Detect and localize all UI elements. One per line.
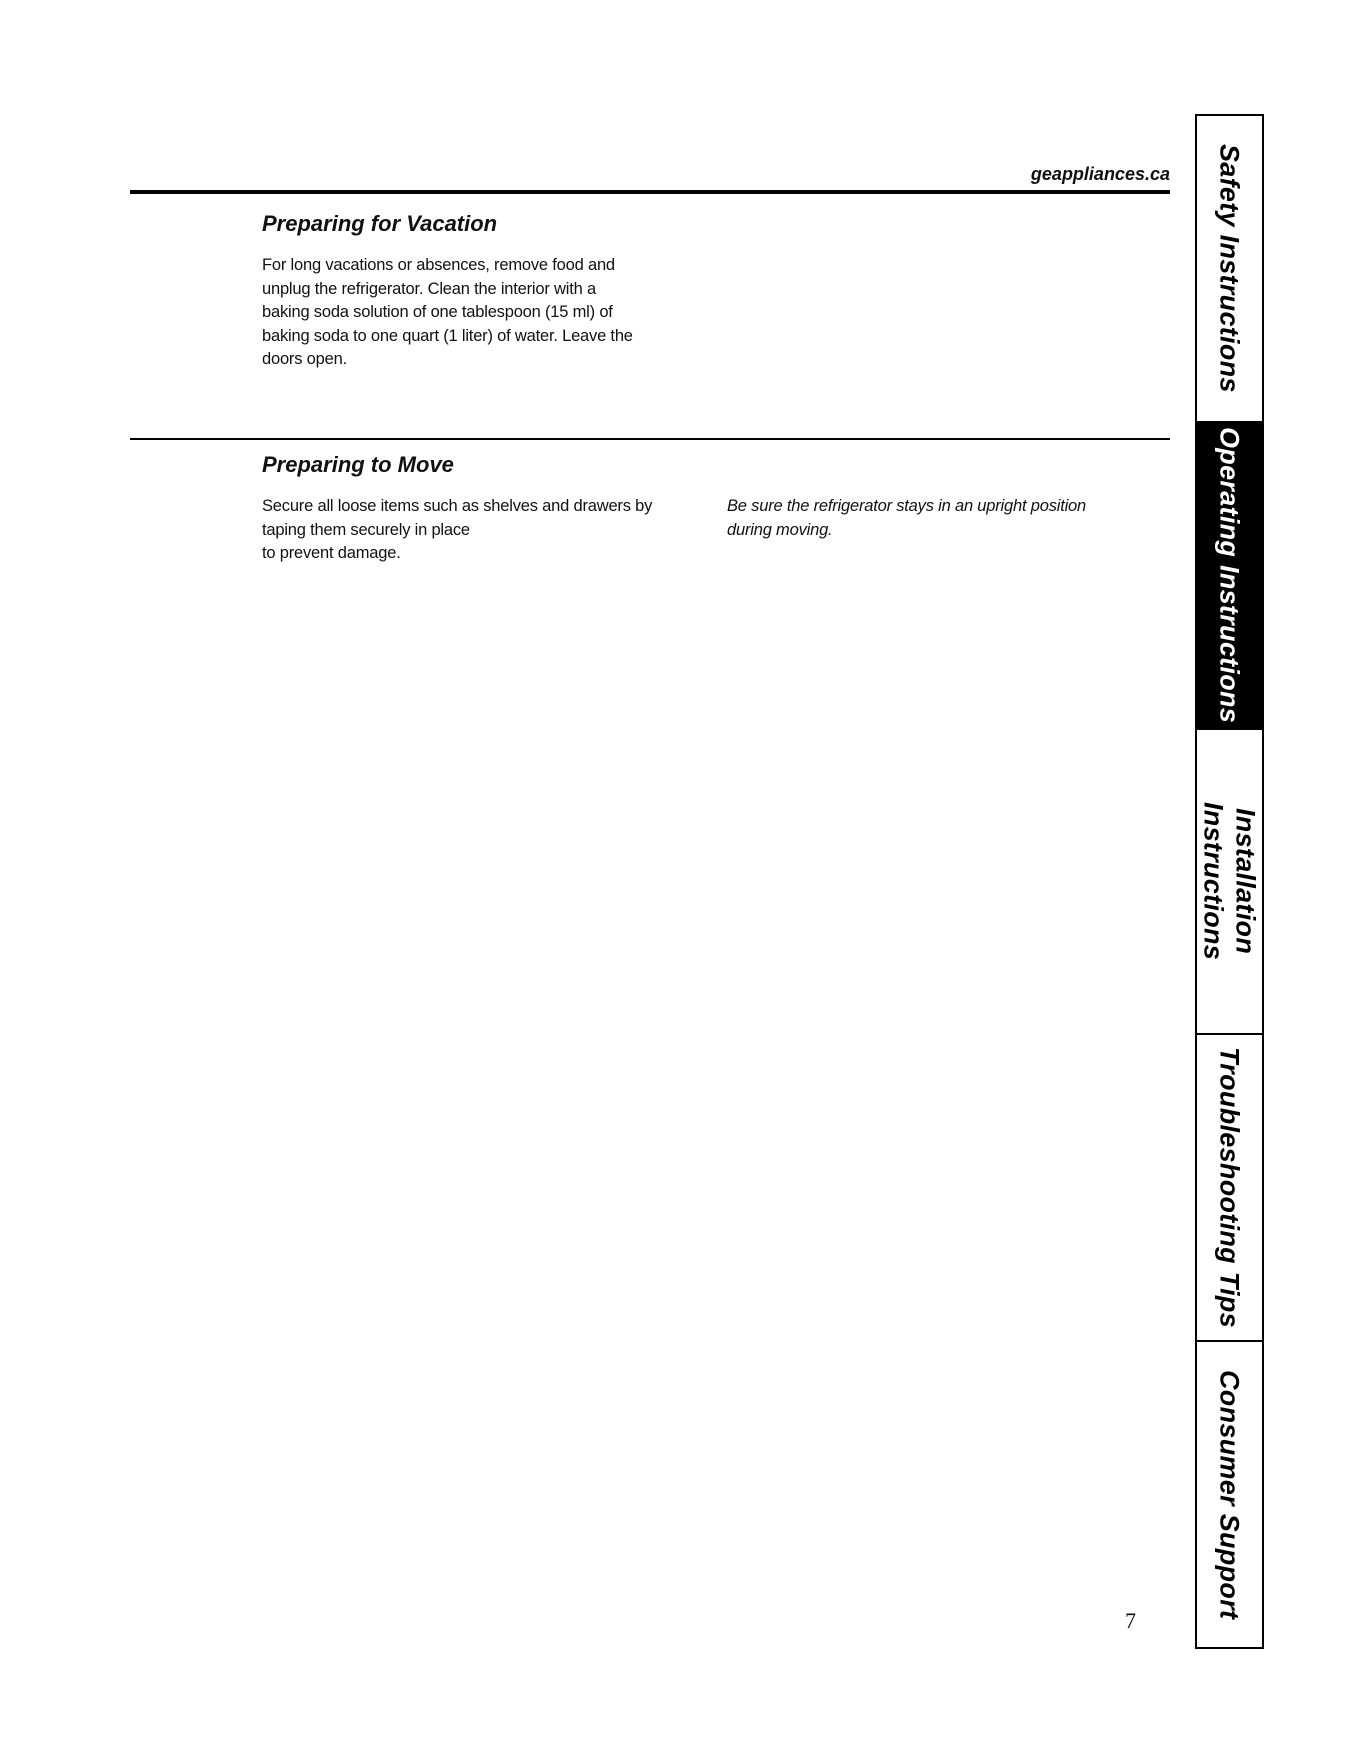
tab-label: Installation Instructions: [1198, 802, 1261, 961]
tab-label: Troubleshooting Tips: [1214, 1047, 1245, 1328]
tab-safety-instructions[interactable]: [1197, 116, 1262, 423]
tab-label: Consumer Support: [1214, 1369, 1245, 1620]
tab-label: Safety Instructions: [1214, 144, 1245, 393]
move-note-text: Be sure the refrigerator stays in an upright position during moving.: [727, 497, 1087, 539]
page-number: 7: [1125, 1608, 1136, 1633]
tab-label: Operating Instructions: [1214, 427, 1245, 724]
section-divider: [130, 438, 1170, 440]
section-tabs: [1195, 114, 1264, 1649]
site-url: geappliances.ca: [1030, 164, 1170, 184]
tab-troubleshooting-tips[interactable]: [1197, 1035, 1262, 1342]
tab-operating-instructions[interactable]: [1197, 423, 1262, 730]
move-heading: Preparing to Move: [262, 452, 454, 477]
vacation-heading: Preparing for Vacation: [262, 211, 498, 236]
tab-installation-instructions[interactable]: [1197, 730, 1262, 1035]
move-body-text: Secure all loose items such as shelves and drawers by taping them securely in place to prevent damage.: [262, 497, 653, 562]
vacation-body-text: For long vacations or absences, remove food and unplug the refrigerator. Clean the interior with a baking soda solution of one tablespoon (15 ml) of baking soda to one quart (1 liter) of water. Leave the doors open.: [262, 256, 633, 368]
header-divider: [130, 190, 1170, 194]
tab-consumer-support[interactable]: [1197, 1342, 1262, 1647]
